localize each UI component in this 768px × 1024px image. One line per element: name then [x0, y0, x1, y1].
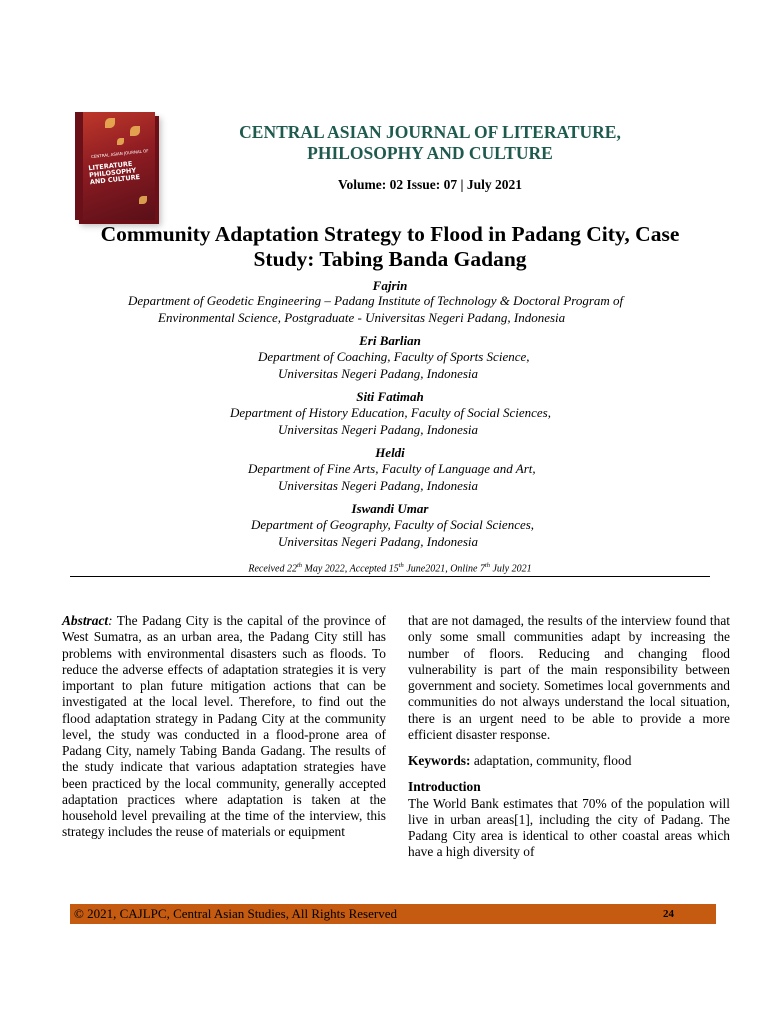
author-affiliation: Universitas Negeri Padang, Indonesia: [278, 478, 479, 493]
footer-bar: [70, 904, 716, 924]
received-text: Received 22: [248, 563, 297, 575]
cover-spine: [75, 112, 83, 220]
cover-journal-small: CENTRAL ASIAN JOURNAL OF: [90, 148, 149, 160]
journal-title-line1: CENTRAL ASIAN JOURNAL OF LITERATURE,: [239, 122, 621, 142]
footer-copyright: © 2021, CAJLPC, Central Asian Studies, All Rights Reserved: [74, 906, 397, 921]
paper-title-line1: Community Adaptation Strategy to Flood in Padang City, Case: [100, 222, 680, 246]
online-text: June2021, Online 7: [403, 563, 485, 575]
abstract-text: The Padang City is the capital of the province of West Sumatra, as an urban area, the Padang City still has problems with environmental disasters such as floods. To reduce the adverse effects of adaptation strategies it is very important to plan future mitigation actions that can be investigated at the local level. Therefore, to find out the flood adaptation strategy in Padang City at the community level, the study was conducted in a flood-prone area of Padang City, namely Tabing Banda Gadang. The results of the study indicate that various adaptation strategies have been practiced by the local community, generally accepted adaptation practices where adaptation is taken at the household level prevailing at the time of the interview, this strategy includes the reuse of materials or equipment: [62, 613, 386, 840]
author-affiliation: Department of Geodetic Engineering – Padang Institute of Technology & Doctoral Program of: [128, 293, 624, 308]
author-name: Fajrin: [372, 278, 408, 293]
introduction-heading: Introduction: [408, 779, 481, 795]
received-dates: [60, 562, 720, 574]
online-date-text: July 2021: [489, 563, 532, 575]
author-affiliation: Universitas Negeri Padang, Indonesia: [278, 366, 479, 381]
journal-title: [160, 122, 700, 164]
author-name: Iswandi Umar: [351, 501, 429, 516]
author-affiliation: Department of History Education, Faculty of Social Sciences,: [230, 405, 551, 420]
journal-title-line2: PHILOSOPHY AND CULTURE: [307, 143, 553, 163]
author-name: Heldi: [375, 445, 405, 460]
page-number: 24: [663, 908, 674, 920]
abstract-colon: :: [108, 613, 113, 628]
accepted-text: May 2022, Accepted 15: [302, 563, 399, 575]
author-affiliation: Universitas Negeri Padang, Indonesia: [278, 422, 479, 437]
author-affiliation: Environmental Science, Postgraduate - Universitas Negeri Padang, Indonesia: [158, 310, 566, 325]
author-name: Siti Fatimah: [356, 389, 424, 404]
abstract-left-column: [62, 613, 386, 841]
abstract-continued: that are not damaged, the results of the interview found that only some small communities adapt by increasing the number of floors. Reducing and changing flood vulnerability is part of the main responsibility between government and society. Sometimes local governments and communities do not always understand the local situation, there is an urgent need to be able to provide a more efficient disaster response.: [408, 613, 730, 742]
ordinal-suffix: th: [484, 562, 490, 569]
cover-leaf-decoration: [130, 126, 140, 136]
author-affiliation: Department of Fine Arts, Faculty of Language and Art,: [248, 461, 536, 476]
paper-title: [60, 222, 720, 272]
ordinal-suffix: th: [398, 562, 404, 569]
keywords-text: adaptation, community, flood: [470, 753, 632, 768]
author-name: Eri Barlian: [359, 333, 421, 348]
author-affiliation: Department of Geography, Faculty of Social Sciences,: [251, 517, 535, 532]
cover-leaf-decoration: [105, 118, 115, 128]
cover-leaf-decoration: [139, 196, 147, 204]
abstract-label: Abstract: [62, 613, 109, 628]
abstract-paragraph: [62, 613, 386, 841]
author-affiliation: Universitas Negeri Padang, Indonesia: [278, 534, 479, 549]
ordinal-suffix: th: [296, 562, 303, 569]
journal-cover-image: [75, 112, 155, 220]
header-divider: [70, 576, 710, 577]
right-column: [408, 613, 730, 861]
keywords-line: [408, 753, 730, 769]
keywords-label: Keywords:: [408, 753, 471, 768]
cover-leaf-decoration: [117, 138, 124, 145]
paper-title-line2: Study: Tabing Banda Gadang: [253, 247, 527, 271]
cover-title: LITERATURE PHILOSOPHY AND CULTURE: [87, 159, 141, 186]
author-affiliation: Department of Coaching, Faculty of Sports Science,: [258, 349, 530, 364]
introduction-text: The World Bank estimates that 70% of the population will live in urban areas[1], including the city of Padang. The Padang City area is identical to other coastal areas which have a high diversity of: [408, 795, 730, 860]
volume-line: Volume: 02 Issue: 07 | July 2021: [338, 177, 522, 192]
